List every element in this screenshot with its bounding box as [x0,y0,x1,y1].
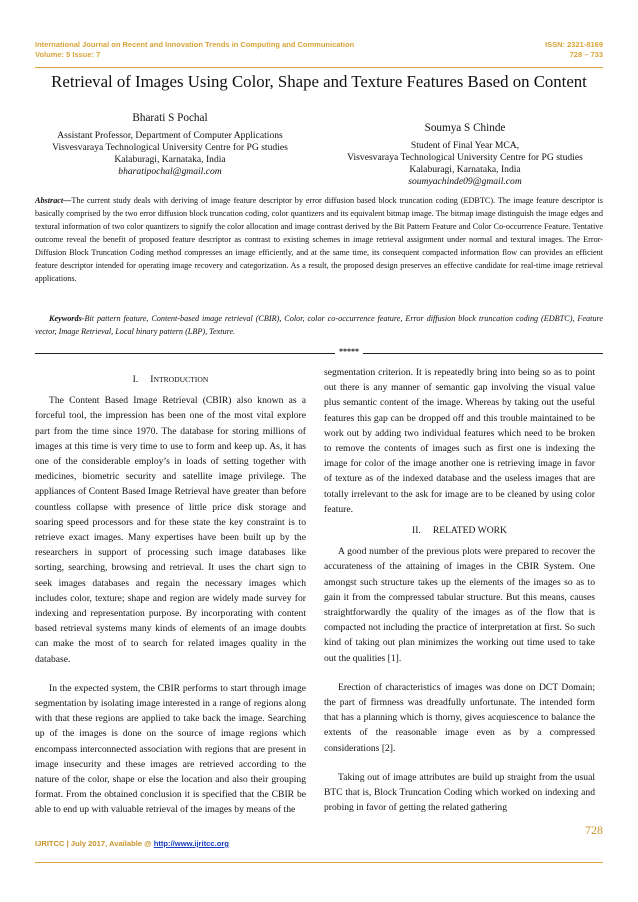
separator-stars: ***** [339,347,359,356]
paper-title: Retrieval of Images Using Color, Shape and Texture Features Based on Content [51,72,587,91]
paragraph: The Content Based Image Retrieval (CBIR) also known as a forceful tool, the impression has been one of the most vital explore part from the time since 1970. The database for storing millions of images at this time is very time to use to form and keep up. As, it has one of the considerable employ’s in loads of setting together with medicines, biometric security and satellite image privilege. The appliances of Content Based Image Retrieval have greater than before countless collapse with presence of little price disk storage and soaring speed processors and for these state the key constraint is to retrieve exact images. Many expertises have been built up by the researchers in support of processing such image databases like sorting, searching, browsing and retrieval. It uses the chart sign to seek images databases and regain the necessary images which includes color, texture; shape and region are widely made survey for indexing and representation purpose. By incorporating with content based retrieval systems many kinds of elements of an image doubts can make the most of to search for related images quality in the database. [35,395,306,665]
paragraph: A good number of the previous plots were prepared to recover the accurateness of the attaining of images in the CBIR System. One amongst such structure takes up the elements of the images so as to gain it from the compressed tabular structure. But this means, causes straightforwardly the quality of the images as of the flow that is compacted not including the practice of interpretation at first. So such kind of taking out plan minimizes the working out time used to take out the qualities [1]. [324,546,595,664]
author-affiliation: Visvesvaraya Technological University Centre for PG studies [347,152,583,163]
right-column [324,365,595,815]
footer-rule [35,862,603,863]
volume-issue: Volume: 5 Issue: 7 [35,50,101,59]
page-range: 728 – 733 [569,50,603,59]
section-number: I. [132,374,139,385]
journal-header-line2 [35,50,603,60]
abstract-label: Abstract [35,196,64,205]
footer-text: IJRITCC | July 2017, Available @ [35,839,154,848]
journal-name: International Journal on Recent and Innovation Trends in Computing and Communication [35,40,355,49]
section-title-rest: NTRODUCTION [153,375,209,384]
separator-line-right [363,353,603,354]
footer [35,839,229,848]
keywords-label: Keywords- [49,314,85,323]
issn: ISSN: 2321-8169 [545,40,603,49]
author-location: Kalaburagi, Karnataka, India [409,164,521,175]
author-name: Soumya S Chinde [424,122,506,134]
author-affiliation: Assistant Professor, Department of Computer Applications [57,130,283,141]
footer-link[interactable]: http://www.ijritcc.org [153,839,229,848]
author-affiliation: Visvesvaraya Technological University Centre for PG studies [52,142,288,153]
abstract-text: The current study deals with deriving of image feature descriptor by error diffusion based block truncation coding (EDBTC). The image feature descriptor is basically comprised by the two error diffusion block truncation coding, color quantizers and its equivalent bitmap image. The bitmap image distinguish the image edges and textural information of two color quantizers to signify the color allocation and image contrast derived by the Bit Pattern Feature and Color Co-occurrence Feature. Tentative outcome reveal the benefit of proposed feature descriptor as contrast to existing schemes in image retrieval assignment under normal and textural images. The Error-Diffusion Block Truncation Coding method compresses an image efficiently, and at the same time, its consequent compacted information flow can provides an efficient feature descriptor intended for operating image recovery and categorization. As a result, the proposed design preserves an effective candidate for real-time image retrieval applications. [35,196,603,283]
keywords-text: Bit pattern feature, Content-based image retrieval (CBIR), Color, color co-occurrence feature, Error diffusion block truncation coding (EDBTC), Feature vector, Image Retrieval, Local binary pattern (LBP), Texture. [35,314,603,336]
header-rule [35,67,603,68]
section-title-initial: I [150,374,154,385]
section-heading-introduction [35,372,306,387]
author-block-1 [30,112,310,178]
left-column [35,366,306,818]
abstract-dash: — [63,196,72,205]
author-block-2 [322,122,608,188]
paragraph: In the expected system, the CBIR performs to start through image segmentation by isolating image interested in a range of regions along with that these regions are applied to take back the image. Searching up of the images is done on the source of image regions which encompass interconnected association with regions that are present in image insecurity and these images are retrieved according to the nature of the color, shape or else the location and also their grouping format. From the obtained conclusion it is specified that the CBIR be able to end up with valuable retrieval of the images by means of the [35,682,306,816]
section-heading-related-work [324,523,595,538]
abstract [35,194,603,285]
section-title: RELATED WORK [432,525,507,537]
author-email: soumyachinde09@gmail.com [408,176,522,187]
section-number: II. [412,525,421,537]
journal-header [35,40,603,50]
section-separator [35,347,603,357]
author-location: Kalaburagi, Karnataka, India [114,154,226,165]
paragraph: segmentation criterion. It is repeatedly bring into being so as to point out there is any manner of semantic gap involving the visual value plus semantic content of the image. Whereas by taking out the useful features this gap can be dropped off and this trouble maintained to be work out by adding two individual features which need to be broken to remove the contents of images such as first one is indexing the image for color of the image another one is retrieving image in favor of texture as of the indexed database and the useless images that are totally irrelevant to the ask for image are to be cleaned by using color feature. [324,367,595,515]
page-number: 728 [585,823,603,837]
paragraph: Taking out of image attributes are build up straight from the usual BTC that is, Block Truncation Coding which worked on indexing and probing in favor of getting the related gathering [324,771,595,814]
separator-line-left [35,353,335,354]
keywords [35,312,603,338]
paragraph: Erection of characteristics of images was done on DCT Domain; the part of firmness was dreadfully unfortunate. The intended form that has a planning which is thorny, gives acquiescence to balance the extents of the reasonable image even as by a compressed considerations [2]. [324,681,595,754]
author-affiliation: Student of Final Year MCA, [410,140,520,151]
author-email: bharatipochal@gmail.com [118,166,222,177]
author-name: Bharati S Pochal [132,112,208,124]
